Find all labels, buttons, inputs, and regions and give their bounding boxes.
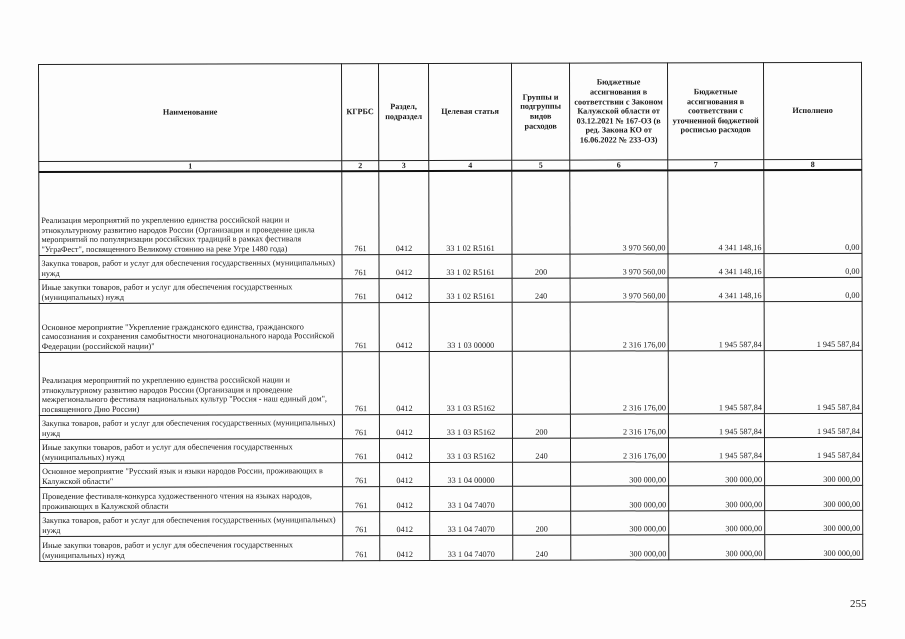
row-executed: 0,00	[764, 253, 862, 277]
row-name: Основное мероприятие "Укрепление гражданского единства, гражданского самосознания и сохранения самобытности многонационального народа Российской Федерации (российской нации)"	[39, 302, 342, 352]
row-target: 33 1 02 R5161	[429, 171, 512, 254]
row-revised: 1 945 587,84	[668, 413, 764, 437]
row-law: 3 970 560,00	[570, 170, 668, 253]
table-row	[39, 301, 862, 352]
row-revised: 4 341 148,16	[668, 170, 764, 253]
table-row	[39, 253, 862, 279]
row-law: 300 000,00	[571, 461, 669, 485]
row-name: Иные закупки товаров, работ и услуг для обеспечения государственных (муниципальных) нужд	[39, 278, 342, 303]
row-section: 0412	[380, 462, 430, 486]
header-law: Бюджетные ассигнования в соответствии с Законом Калужской области от 03.12.2021 № 167-ОЗ (в ред. Закона КО от 16.06.2022 № 233-ОЗ)	[569, 63, 667, 160]
column-number: 1	[39, 161, 342, 172]
row-group: 240	[512, 438, 570, 462]
row-name: Реализация мероприятий по укреплению единства российской нации и этнокультурному развитию народов России (Организация и проведение межрегионального фестиваля национальных культур "Россия - наш единый дом", посвященного Дню России)	[39, 351, 342, 415]
header-executed: Исполнено	[763, 62, 861, 159]
table-row	[39, 437, 862, 463]
row-group	[512, 302, 570, 351]
row-target: 33 1 03 R5162	[429, 351, 512, 414]
column-number: 5	[512, 160, 570, 171]
header-target: Целевая статья	[428, 63, 511, 160]
row-law: 300 000,00	[571, 510, 669, 534]
row-section: 0412	[379, 302, 429, 351]
row-executed: 0,00	[764, 277, 862, 301]
page-number: 255	[850, 598, 867, 610]
row-executed: 300 000,00	[765, 485, 863, 510]
row-section: 0412	[380, 535, 430, 560]
row-revised: 300 000,00	[669, 461, 765, 485]
row-law: 2 316 176,00	[570, 301, 668, 350]
row-target: 33 1 04 00000	[430, 462, 513, 486]
row-section: 0412	[379, 438, 429, 462]
row-target: 33 1 04 74070	[430, 535, 513, 560]
table-row	[39, 277, 862, 303]
row-section: 0412	[379, 278, 429, 302]
row-law: 3 970 560,00	[570, 253, 668, 277]
row-kgrbs: 761	[343, 486, 380, 511]
row-law: 300 000,00	[571, 534, 669, 559]
row-executed: 1 945 587,84	[764, 350, 862, 413]
row-executed: 300 000,00	[765, 510, 863, 534]
row-section: 0412	[379, 171, 429, 254]
row-name: Реализация мероприятий по укреплению единства российской нации и этнокультурному развитию народов России (Организация и проведение цикла мероприятий по популяризации российских традиций в рамках фестиваля "УграФест", посвященного Великому стоянию на реке Угре 1480 года)	[39, 171, 342, 255]
row-group	[513, 462, 571, 486]
table-row	[39, 350, 862, 415]
row-name: Иные закупки товаров, работ и услуг для обеспечения государственных (муниципальных) нужд	[40, 535, 343, 561]
row-section: 0412	[379, 351, 429, 414]
row-target: 33 1 03 R5162	[429, 414, 512, 438]
row-kgrbs: 761	[342, 438, 379, 462]
row-section: 0412	[380, 486, 430, 511]
row-executed: 0,00	[764, 170, 862, 253]
row-name: Иные закупки товаров, работ и услуг для обеспечения государственных (муниципальных) нужд	[39, 438, 342, 463]
row-executed: 300 000,00	[765, 534, 863, 559]
row-name: Закупка товаров, работ и услуг для обеспечения государственных (муниципальных) нужд	[40, 511, 343, 536]
row-kgrbs: 761	[342, 278, 379, 302]
row-law: 2 316 176,00	[570, 437, 668, 461]
row-section: 0412	[379, 254, 429, 278]
row-revised: 300 000,00	[669, 485, 765, 510]
row-law: 2 316 176,00	[570, 413, 668, 437]
table-header-row	[39, 62, 862, 161]
table-row	[40, 510, 863, 536]
row-executed: 1 945 587,84	[764, 413, 862, 437]
table-row	[39, 170, 862, 255]
row-kgrbs: 761	[342, 414, 379, 438]
column-number: 7	[668, 160, 764, 171]
row-law: 2 316 176,00	[570, 350, 668, 413]
column-number: 6	[570, 160, 668, 171]
row-revised: 1 945 587,84	[668, 301, 764, 350]
row-group: 240	[513, 535, 571, 560]
column-number: 3	[379, 160, 429, 171]
table-row	[40, 485, 863, 512]
row-kgrbs: 761	[343, 511, 380, 535]
row-group: 200	[512, 254, 570, 278]
row-target: 33 1 04 74070	[430, 486, 513, 511]
row-kgrbs: 761	[342, 351, 379, 414]
column-number: 8	[764, 159, 862, 170]
row-target: 33 1 03 00000	[429, 302, 512, 351]
row-executed: 1 945 587,84	[764, 437, 862, 461]
row-kgrbs: 761	[343, 535, 380, 560]
row-kgrbs: 761	[343, 462, 380, 486]
row-group	[512, 171, 570, 254]
row-executed: 300 000,00	[765, 461, 863, 485]
row-section: 0412	[379, 414, 429, 438]
row-revised: 1 945 587,84	[668, 437, 764, 461]
row-group	[512, 351, 570, 414]
row-law: 300 000,00	[571, 485, 669, 510]
row-name: Проведение фестиваля-конкурса художественного чтения на языках народов, проживающих в Калужской области	[40, 486, 343, 512]
row-group: 200	[512, 414, 570, 438]
header-group: Группы и подгруппы видов расходов	[511, 63, 569, 160]
table-row	[40, 534, 863, 561]
row-revised: 300 000,00	[669, 534, 765, 559]
row-group	[513, 486, 571, 511]
header-kgrbs: КГРБС	[342, 64, 379, 161]
row-name: Основное мероприятие "Русский язык и языки народов России, проживающих в Калужской области"	[40, 462, 343, 487]
row-group: 200	[513, 511, 571, 535]
table-row	[40, 461, 863, 487]
row-section: 0412	[380, 511, 430, 535]
header-revised: Бюджетные ассигнования в соответствии с уточненной бюджетной росписью расходов	[667, 63, 763, 160]
header-name: Наименование	[39, 64, 342, 162]
row-target: 33 1 04 74070	[430, 511, 513, 535]
row-kgrbs: 761	[342, 254, 379, 278]
row-revised: 4 341 148,16	[668, 277, 764, 301]
row-revised: 1 945 587,84	[668, 350, 764, 413]
row-revised: 4 341 148,16	[668, 253, 764, 277]
row-law: 3 970 560,00	[570, 277, 668, 301]
budget-table	[38, 62, 863, 562]
row-target: 33 1 03 R5162	[429, 438, 512, 462]
row-target: 33 1 02 R5161	[429, 278, 512, 302]
row-kgrbs: 761	[342, 171, 379, 254]
column-number: 2	[342, 161, 379, 172]
row-name: Закупка товаров, работ и услуг для обеспечения государственных (муниципальных) нужд	[39, 414, 342, 439]
header-section: Раздел, подраздел	[379, 63, 429, 160]
row-name: Закупка товаров, работ и услуг для обеспечения государственных (муниципальных) нужд	[39, 254, 342, 279]
row-target: 33 1 02 R5161	[429, 254, 512, 278]
row-group: 240	[512, 278, 570, 302]
table-row	[39, 413, 862, 439]
row-revised: 300 000,00	[669, 510, 765, 534]
column-number: 4	[429, 160, 512, 171]
row-executed: 1 945 587,84	[764, 301, 862, 350]
row-kgrbs: 761	[342, 302, 379, 351]
